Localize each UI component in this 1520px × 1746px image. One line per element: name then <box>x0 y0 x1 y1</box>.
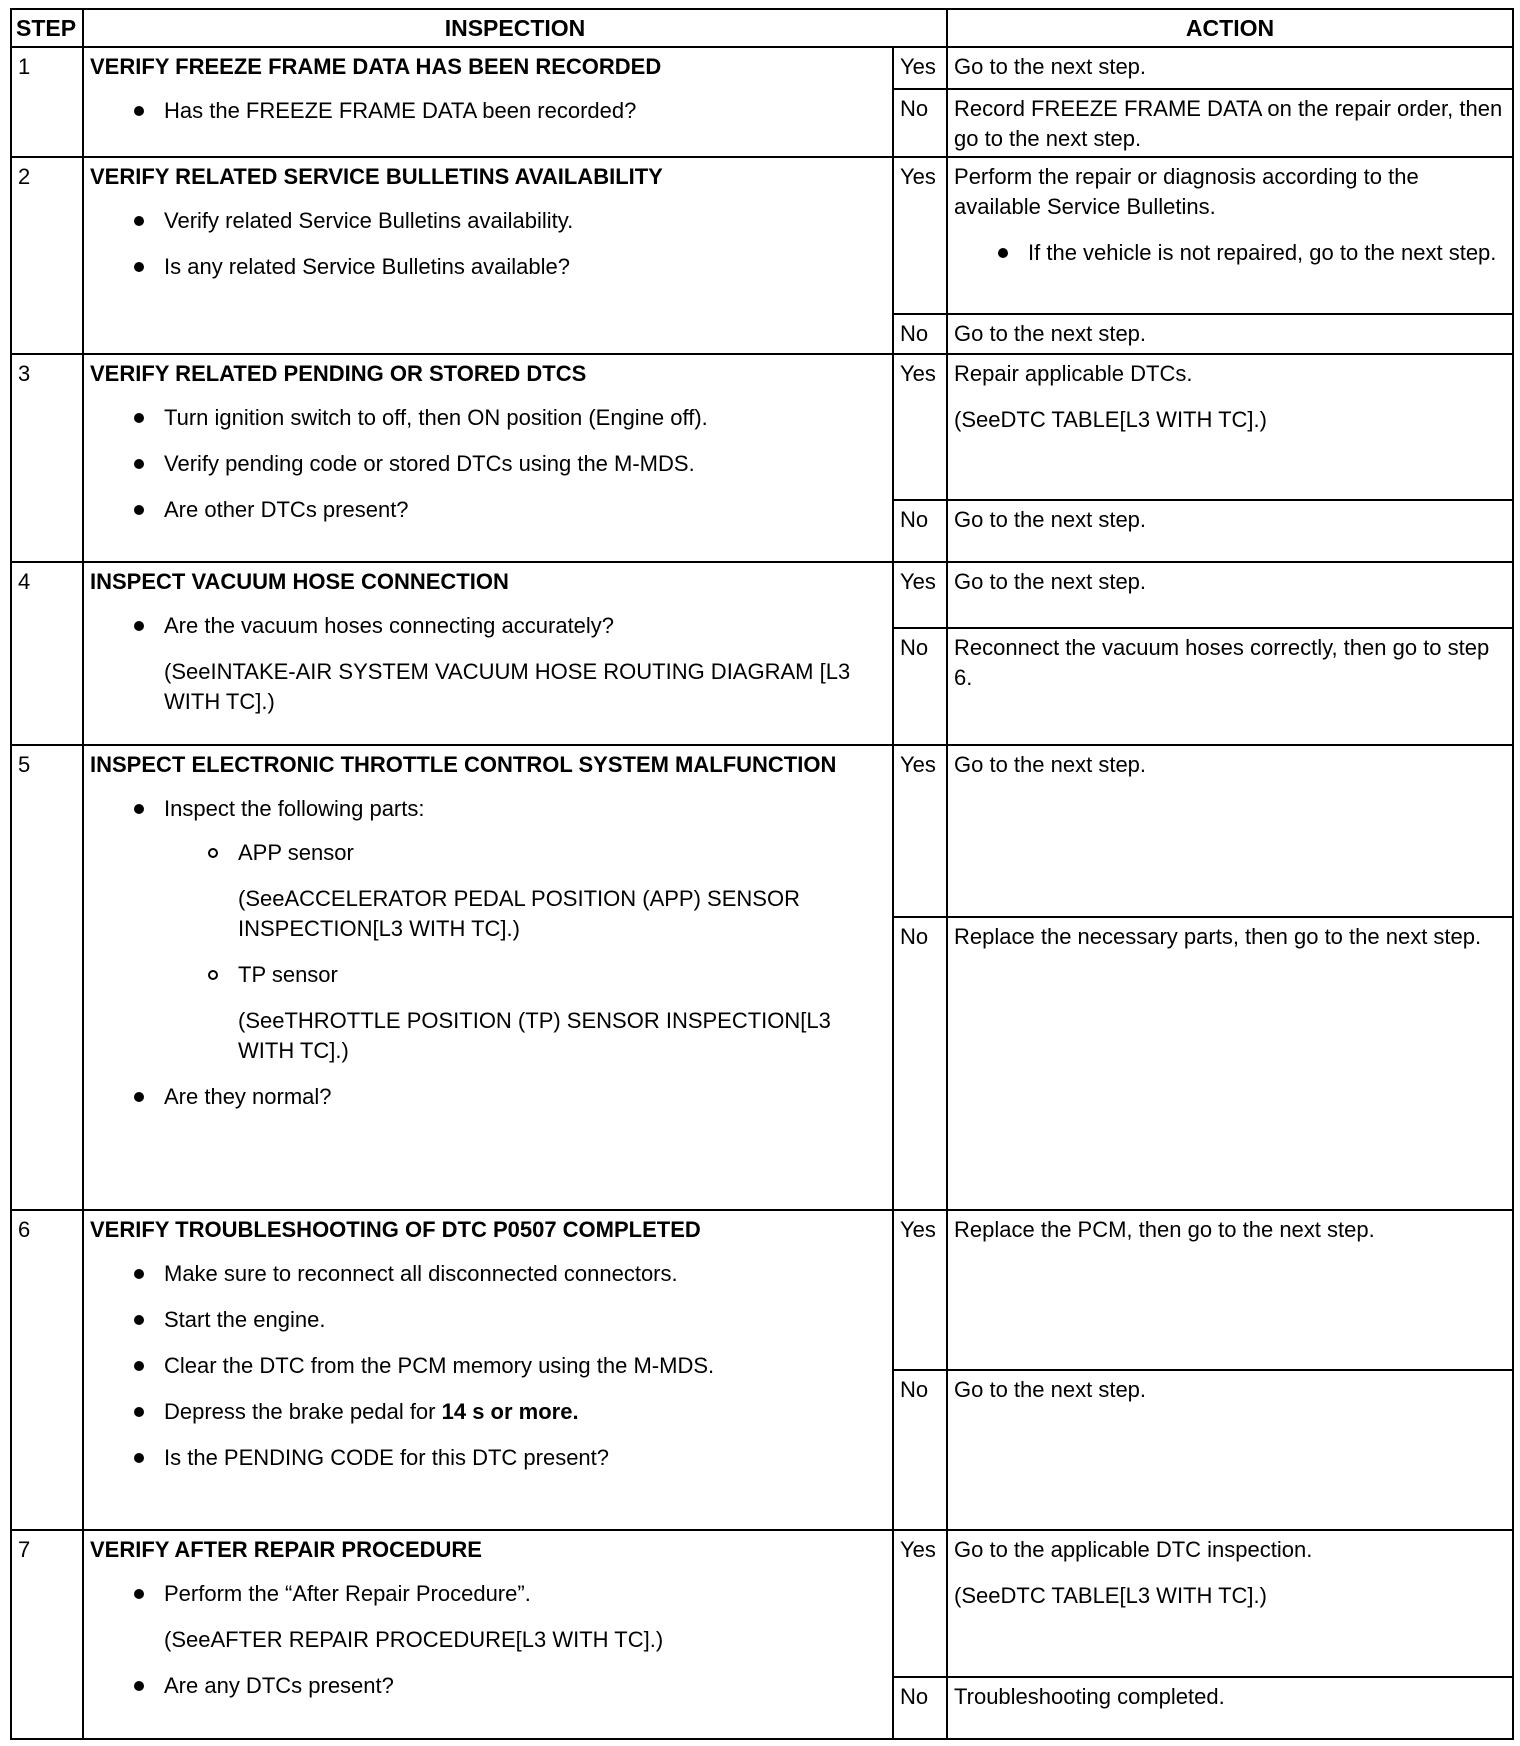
sub-bullet-reference: (SeeACCELERATOR PEDAL POSITION (APP) SENSOR INSPECTION[L3 WITH TC].) <box>238 885 800 941</box>
inspection-bullet <box>90 1579 886 1655</box>
yes-action: Replace the PCM, then go to the next step. <box>947 1210 1513 1370</box>
yes-action-cell <box>947 1530 1513 1676</box>
bullet-emphasis: 14 s or more. <box>441 1398 579 1424</box>
no-action: Troubleshooting completed. <box>947 1677 1513 1739</box>
inspection-bullet: Has the FREEZE FRAME DATA been recorded? <box>90 96 886 126</box>
yes-action: Go to the applicable DTC inspection. <box>954 1537 1313 1563</box>
yes-label: Yes <box>893 1530 947 1676</box>
yes-action-cell <box>947 354 1513 500</box>
yes-action: Go to the next step. <box>947 47 1513 89</box>
step-inspection <box>83 354 893 562</box>
yes-action: Perform the repair or diagnosis according to the available Service Bulletins. <box>954 164 1419 220</box>
inspection-bullet: Is any related Service Bulletins available? <box>90 252 886 282</box>
yes-action-reference: (SeeDTC TABLE[L3 WITH TC].) <box>954 406 1267 432</box>
inspection-bullet <box>90 1397 886 1427</box>
yes-label: Yes <box>893 562 947 628</box>
step-number: 3 <box>11 354 83 562</box>
step-2-yes-row <box>11 157 1513 313</box>
sub-bullet-text: APP sensor <box>238 839 354 865</box>
step-3-yes-row <box>11 354 1513 500</box>
step-title: INSPECT ELECTRONIC THROTTLE CONTROL SYSTEM MALFUNCTION <box>90 751 837 777</box>
step-inspection <box>83 1530 893 1739</box>
inspection-bullet: Clear the DTC from the PCM memory using the M-MDS. <box>90 1351 886 1381</box>
no-action: Go to the next step. <box>947 314 1513 354</box>
inspection-bullet: Verify related Service Bulletins availability. <box>90 206 886 236</box>
step-1-yes-row <box>11 47 1513 89</box>
yes-label: Yes <box>893 47 947 89</box>
yes-action: Go to the next step. <box>947 745 1513 917</box>
yes-action-bullet: If the vehicle is not repaired, go to the next step. <box>954 238 1506 268</box>
step-title: VERIFY RELATED SERVICE BULLETINS AVAILABILITY <box>90 164 663 190</box>
no-action: Record FREEZE FRAME DATA on the repair order, then go to the next step. <box>947 89 1513 157</box>
no-label: No <box>893 917 947 1210</box>
bullet-text: Depress the brake pedal for <box>164 1398 442 1424</box>
inspection-bullet: Are other DTCs present? <box>90 495 886 525</box>
yes-action: Repair applicable DTCs. <box>954 360 1193 386</box>
yes-label: Yes <box>893 745 947 917</box>
no-label: No <box>893 1677 947 1739</box>
no-action: Replace the necessary parts, then go to the next step. <box>947 917 1513 1210</box>
no-action: Go to the next step. <box>947 1370 1513 1530</box>
step-number: 2 <box>11 157 83 353</box>
inspection-bullet: Are any DTCs present? <box>90 1671 886 1701</box>
step-title: VERIFY RELATED PENDING OR STORED DTCS <box>90 360 587 386</box>
inspection-bullet-text: Inspect the following parts: <box>164 795 425 821</box>
yes-label: Yes <box>893 1210 947 1370</box>
inspection-bullet: Verify pending code or stored DTCs using the M-MDS. <box>90 449 886 479</box>
step-number: 4 <box>11 562 83 744</box>
no-label: No <box>893 500 947 562</box>
step-inspection <box>83 157 893 353</box>
yes-label: Yes <box>893 157 947 313</box>
step-header: STEP <box>11 9 83 47</box>
inspection-bullet: Start the engine. <box>90 1305 886 1335</box>
step-inspection <box>83 562 893 744</box>
step-number: 5 <box>11 745 83 1210</box>
step-inspection <box>83 1210 893 1531</box>
step-title: VERIFY FREEZE FRAME DATA HAS BEEN RECORDED <box>90 54 662 80</box>
step-6-yes-row <box>11 1210 1513 1370</box>
sub-bullet-text: TP sensor <box>238 961 338 987</box>
step-number: 1 <box>11 47 83 157</box>
inspection-header: INSPECTION <box>83 9 947 47</box>
step-inspection <box>83 745 893 1210</box>
diagnostic-table <box>10 8 1514 1740</box>
no-label: No <box>893 314 947 354</box>
inspection-reference: (SeeINTAKE-AIR SYSTEM VACUUM HOSE ROUTING DIAGRAM [L3 WITH TC].) <box>164 659 851 715</box>
step-title: VERIFY AFTER REPAIR PROCEDURE <box>90 1537 482 1563</box>
sub-bullet-reference: (SeeTHROTTLE POSITION (TP) SENSOR INSPECTION[L3 WITH TC].) <box>238 1007 831 1063</box>
inspection-bullet: Are they normal? <box>90 1082 886 1112</box>
inspection-bullet: Make sure to reconnect all disconnected connectors. <box>90 1259 886 1289</box>
inspection-bullet: Turn ignition switch to off, then ON position (Engine off). <box>90 403 886 433</box>
inspection-sub-bullet <box>164 960 886 1066</box>
yes-label: Yes <box>893 354 947 500</box>
yes-action: Go to the next step. <box>947 562 1513 628</box>
step-number: 6 <box>11 1210 83 1531</box>
step-title: INSPECT VACUUM HOSE CONNECTION <box>90 569 509 595</box>
yes-action-cell <box>947 157 1513 313</box>
inspection-bullet: Is the PENDING CODE for this DTC present? <box>90 1443 886 1473</box>
step-7-yes-row <box>11 1530 1513 1676</box>
no-action: Reconnect the vacuum hoses correctly, then go to step 6. <box>947 628 1513 744</box>
no-label: No <box>893 1370 947 1530</box>
no-label: No <box>893 89 947 157</box>
inspection-bullet <box>90 794 886 1066</box>
inspection-bullet-text: Perform the “After Repair Procedure”. <box>164 1581 531 1607</box>
step-title: VERIFY TROUBLESHOOTING OF DTC P0507 COMPLETED <box>90 1216 701 1242</box>
inspection-reference: (SeeAFTER REPAIR PROCEDURE[L3 WITH TC].) <box>164 1627 664 1653</box>
header-row <box>11 9 1513 47</box>
no-action: Go to the next step. <box>947 500 1513 562</box>
yes-action-reference: (SeeDTC TABLE[L3 WITH TC].) <box>954 1583 1267 1609</box>
step-inspection <box>83 47 893 157</box>
step-4-yes-row <box>11 562 1513 628</box>
step-5-yes-row <box>11 745 1513 917</box>
step-number: 7 <box>11 1530 83 1739</box>
inspection-sub-bullet <box>164 838 886 944</box>
no-label: No <box>893 628 947 744</box>
action-header: ACTION <box>947 9 1513 47</box>
inspection-bullet: Are the vacuum hoses connecting accurately? <box>90 611 886 641</box>
